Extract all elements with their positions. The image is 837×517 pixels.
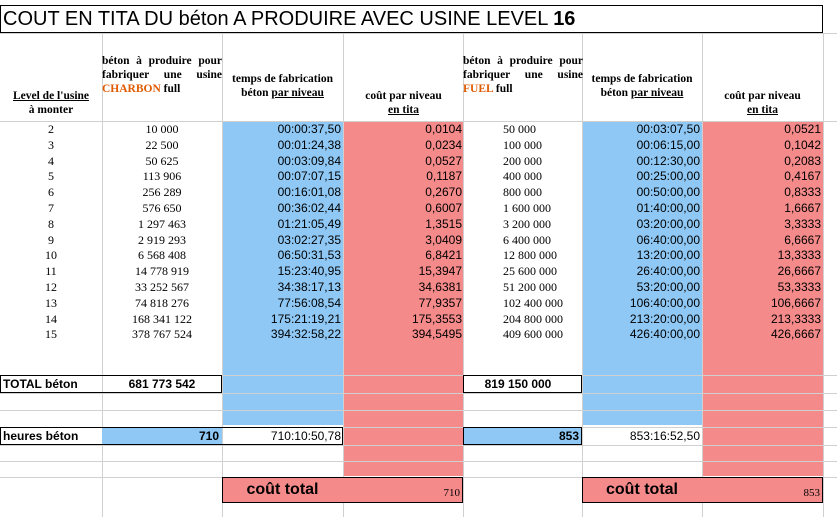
cell-charbon-cost: 77,9357 bbox=[418, 295, 462, 310]
header-fuel-time bbox=[582, 72, 702, 120]
total-label: TOTAL béton bbox=[3, 377, 78, 391]
header-charbon-pre: béton à produire pour fabriquer une usine bbox=[102, 55, 222, 81]
cell-level: 5 bbox=[48, 169, 54, 184]
cell-charbon-time: 77:56:08,54 bbox=[277, 295, 341, 310]
header-charbon-beton bbox=[102, 54, 222, 120]
cell-level: 11 bbox=[45, 264, 57, 279]
grid-hline bbox=[0, 33, 837, 34]
cell-charbon-time: 175:21:19,21 bbox=[270, 311, 341, 326]
cell-fuel-time: 01:40:00,00 bbox=[636, 201, 700, 215]
header-level bbox=[0, 89, 102, 121]
header-fuel-beton bbox=[463, 54, 583, 120]
cell-charbon-beton: 6 568 408 bbox=[138, 248, 186, 263]
hours-charbon-value: 710 bbox=[198, 429, 219, 443]
cell-charbon-cost: 6,8421 bbox=[425, 248, 462, 263]
cell-fuel-cost: 53,3333 bbox=[777, 280, 821, 294]
cell-fuel-cost: 1,6667 bbox=[784, 201, 821, 215]
header-fuel-time-ul: par niveau bbox=[630, 87, 684, 99]
cell-charbon-beton: 10 000 bbox=[145, 122, 179, 136]
cell-fuel-cost: 3,3333 bbox=[784, 216, 821, 231]
cell-charbon-time: 15:23:40,95 bbox=[277, 264, 341, 279]
cell-level: 14 bbox=[45, 311, 57, 326]
cell-fuel-beton: 400 000 bbox=[503, 169, 542, 184]
cell-level: 4 bbox=[48, 153, 54, 168]
header-fuel-pre: béton à produire pour fabriquer une usine bbox=[463, 55, 583, 81]
cell-charbon-cost: 175,3553 bbox=[411, 311, 462, 326]
cell-charbon-beton: 22 500 bbox=[145, 137, 179, 152]
cell-level: 9 bbox=[48, 232, 54, 247]
cell-fuel-time: 13:20:00,00 bbox=[636, 248, 700, 263]
cell-fuel-beton: 1 600 000 bbox=[503, 201, 551, 215]
cell-charbon-time: 00:16:01,08 bbox=[277, 185, 341, 200]
title-text: COUT EN TITA DU béton A PRODUIRE AVEC USINE LEVEL bbox=[3, 8, 554, 30]
cell-charbon-cost: 0,0527 bbox=[425, 153, 462, 168]
cell-fuel-time: 03:20:00,00 bbox=[636, 216, 700, 231]
header-time-ul: par niveau bbox=[271, 87, 324, 99]
cell-charbon-beton: 2 919 293 bbox=[138, 232, 186, 247]
cell-fuel-time: 00:25:00,00 bbox=[636, 169, 700, 184]
cell-fuel-cost: 0,8333 bbox=[784, 185, 821, 200]
cell-fuel-cost: 0,2083 bbox=[784, 153, 821, 168]
cell-charbon-cost: 3,0409 bbox=[425, 232, 462, 247]
header-level-line1: Level de l'usine bbox=[12, 90, 90, 102]
cell-fuel-beton: 100 000 bbox=[503, 137, 542, 152]
cell-fuel-time: 00:12:30,00 bbox=[636, 153, 700, 168]
cell-fuel-cost: 0,4167 bbox=[784, 169, 821, 184]
header-fuel-cost-pre: coût par niveau bbox=[724, 90, 801, 102]
cell-fuel-cost: 213,3333 bbox=[770, 311, 821, 326]
cell-fuel-time: 00:06:15,00 bbox=[636, 137, 700, 152]
cell-fuel-time: 26:40:00,00 bbox=[636, 264, 700, 279]
cell-charbon-cost: 1,3515 bbox=[425, 216, 462, 231]
cell-fuel-time: 53:20:00,00 bbox=[636, 280, 700, 294]
cell-charbon-beton: 256 289 bbox=[142, 185, 182, 200]
cell-charbon-beton: 1 297 463 bbox=[138, 216, 186, 231]
total-fuel-value: 819 150 000 bbox=[484, 377, 552, 391]
title-level: 16 bbox=[553, 8, 576, 30]
header-fuel-cost-ul: en tita bbox=[747, 104, 778, 116]
cell-fuel-time: 06:40:00,00 bbox=[636, 232, 700, 247]
cell-fuel-cost: 426,6667 bbox=[770, 327, 821, 342]
cell-charbon-beton: 113 906 bbox=[142, 169, 182, 184]
hours-fuel-value: 853 bbox=[558, 429, 579, 443]
cell-level: 8 bbox=[48, 216, 54, 231]
cell-fuel-beton: 800 000 bbox=[503, 185, 542, 200]
cell-charbon-time: 394:32:58,22 bbox=[270, 327, 341, 342]
header-fuel-time-pre: temps de fabrication béton bbox=[591, 73, 693, 99]
cell-level: 6 bbox=[48, 185, 54, 200]
cell-charbon-beton: 168 341 122 bbox=[132, 311, 192, 326]
cell-fuel-time: 426:40:00,00 bbox=[629, 327, 700, 342]
cell-charbon-beton: 33 252 567 bbox=[135, 280, 189, 294]
cell-charbon-time: 00:03:09,84 bbox=[277, 153, 341, 168]
cell-level: 10 bbox=[45, 248, 57, 263]
cell-fuel-beton: 25 600 000 bbox=[503, 264, 557, 279]
hours-fuel-time: 853:16:52,50 bbox=[629, 429, 700, 443]
grid-hline bbox=[0, 410, 837, 411]
header-charbon-word: CHARBON bbox=[102, 83, 161, 95]
header-cost-pre: coût par niveau bbox=[365, 90, 442, 102]
header-fuel-word: FUEL bbox=[463, 83, 494, 95]
cell-charbon-cost: 0,2670 bbox=[425, 185, 462, 200]
cell-charbon-beton: 576 650 bbox=[142, 201, 182, 215]
cell-fuel-cost: 106,6667 bbox=[770, 295, 821, 310]
cell-level: 7 bbox=[48, 201, 54, 215]
grid-hline bbox=[0, 461, 837, 462]
cell-charbon-cost: 0,0104 bbox=[425, 122, 462, 136]
cell-fuel-cost: 13,3333 bbox=[777, 248, 821, 263]
cell-charbon-beton: 50 625 bbox=[145, 153, 179, 168]
cell-fuel-time: 106:40:00,00 bbox=[629, 295, 700, 310]
cell-charbon-cost: 34,6381 bbox=[418, 280, 462, 294]
cell-fuel-beton: 409 600 000 bbox=[503, 327, 563, 342]
cell-fuel-cost: 6,6667 bbox=[784, 232, 821, 247]
header-time-pre: temps de fabrication béton bbox=[232, 73, 333, 99]
cell-level: 3 bbox=[48, 137, 54, 152]
cell-level: 13 bbox=[45, 295, 57, 310]
cell-fuel-beton: 6 400 000 bbox=[503, 232, 551, 247]
cell-fuel-beton: 50 000 bbox=[503, 122, 536, 136]
cell-charbon-cost: 394,5495 bbox=[411, 327, 462, 342]
grid-hline bbox=[0, 445, 837, 446]
cell-fuel-beton: 102 400 000 bbox=[503, 295, 563, 310]
cell-fuel-beton: 12 800 000 bbox=[503, 248, 557, 263]
cell-charbon-cost: 0,1187 bbox=[426, 169, 462, 184]
cell-charbon-cost: 0,0234 bbox=[425, 137, 462, 152]
page-title bbox=[3, 7, 575, 31]
cost-total-charbon-value: 710 bbox=[443, 487, 460, 499]
cell-fuel-beton: 200 000 bbox=[503, 153, 542, 168]
cell-charbon-time: 06:50:31,53 bbox=[277, 248, 341, 263]
cell-charbon-time: 00:36:02,44 bbox=[277, 201, 341, 215]
cost-total-fuel-value: 853 bbox=[803, 487, 820, 499]
cell-fuel-cost: 0,1042 bbox=[784, 137, 821, 152]
cell-charbon-time: 00:00:37,50 bbox=[277, 122, 341, 136]
grid-hline bbox=[0, 393, 837, 394]
cell-level: 12 bbox=[45, 280, 57, 294]
header-level-line2: à monter bbox=[28, 104, 74, 116]
hours-charbon-time: 710:10:50,78 bbox=[270, 429, 341, 443]
cell-fuel-cost: 0,0521 bbox=[784, 122, 821, 136]
header-fuel-cost bbox=[702, 89, 823, 121]
cost-total-fuel-label: coût total bbox=[606, 481, 678, 498]
cell-fuel-beton: 204 800 000 bbox=[503, 311, 563, 326]
cell-fuel-time: 00:50:00,00 bbox=[636, 185, 700, 200]
cell-charbon-cost: 0,6007 bbox=[425, 201, 462, 215]
header-fuel-post: full bbox=[493, 83, 513, 95]
total-charbon-value: 681 773 542 bbox=[128, 377, 196, 391]
header-charbon-post: full bbox=[160, 83, 181, 95]
header-charbon-time bbox=[222, 72, 343, 120]
cell-charbon-time: 00:01:24,38 bbox=[277, 137, 341, 152]
cell-fuel-time: 213:20:00,00 bbox=[629, 311, 700, 326]
cell-charbon-cost: 15,3947 bbox=[418, 264, 462, 279]
cell-charbon-time: 01:21:05,49 bbox=[277, 216, 341, 231]
cell-charbon-time: 00:07:07,15 bbox=[277, 169, 341, 184]
cell-fuel-time: 00:03:07,50 bbox=[636, 122, 700, 136]
hours-label: heures béton bbox=[3, 429, 79, 443]
cost-total-charbon-label: coût total bbox=[246, 481, 319, 498]
cell-charbon-time: 03:02:27,35 bbox=[277, 232, 341, 247]
cell-charbon-beton: 14 778 919 bbox=[135, 264, 189, 279]
cell-level: 15 bbox=[45, 327, 57, 342]
cell-charbon-beton: 74 818 276 bbox=[135, 295, 189, 310]
cell-fuel-beton: 51 200 000 bbox=[503, 280, 557, 294]
header-charbon-cost bbox=[343, 89, 464, 121]
cell-charbon-time: 34:38:17,13 bbox=[277, 280, 341, 294]
cell-fuel-beton: 3 200 000 bbox=[503, 216, 551, 231]
cell-fuel-cost: 26,6667 bbox=[777, 264, 821, 279]
cell-level: 2 bbox=[48, 122, 54, 136]
cell-charbon-beton: 378 767 524 bbox=[132, 327, 192, 342]
header-cost-ul: en tita bbox=[388, 104, 419, 116]
